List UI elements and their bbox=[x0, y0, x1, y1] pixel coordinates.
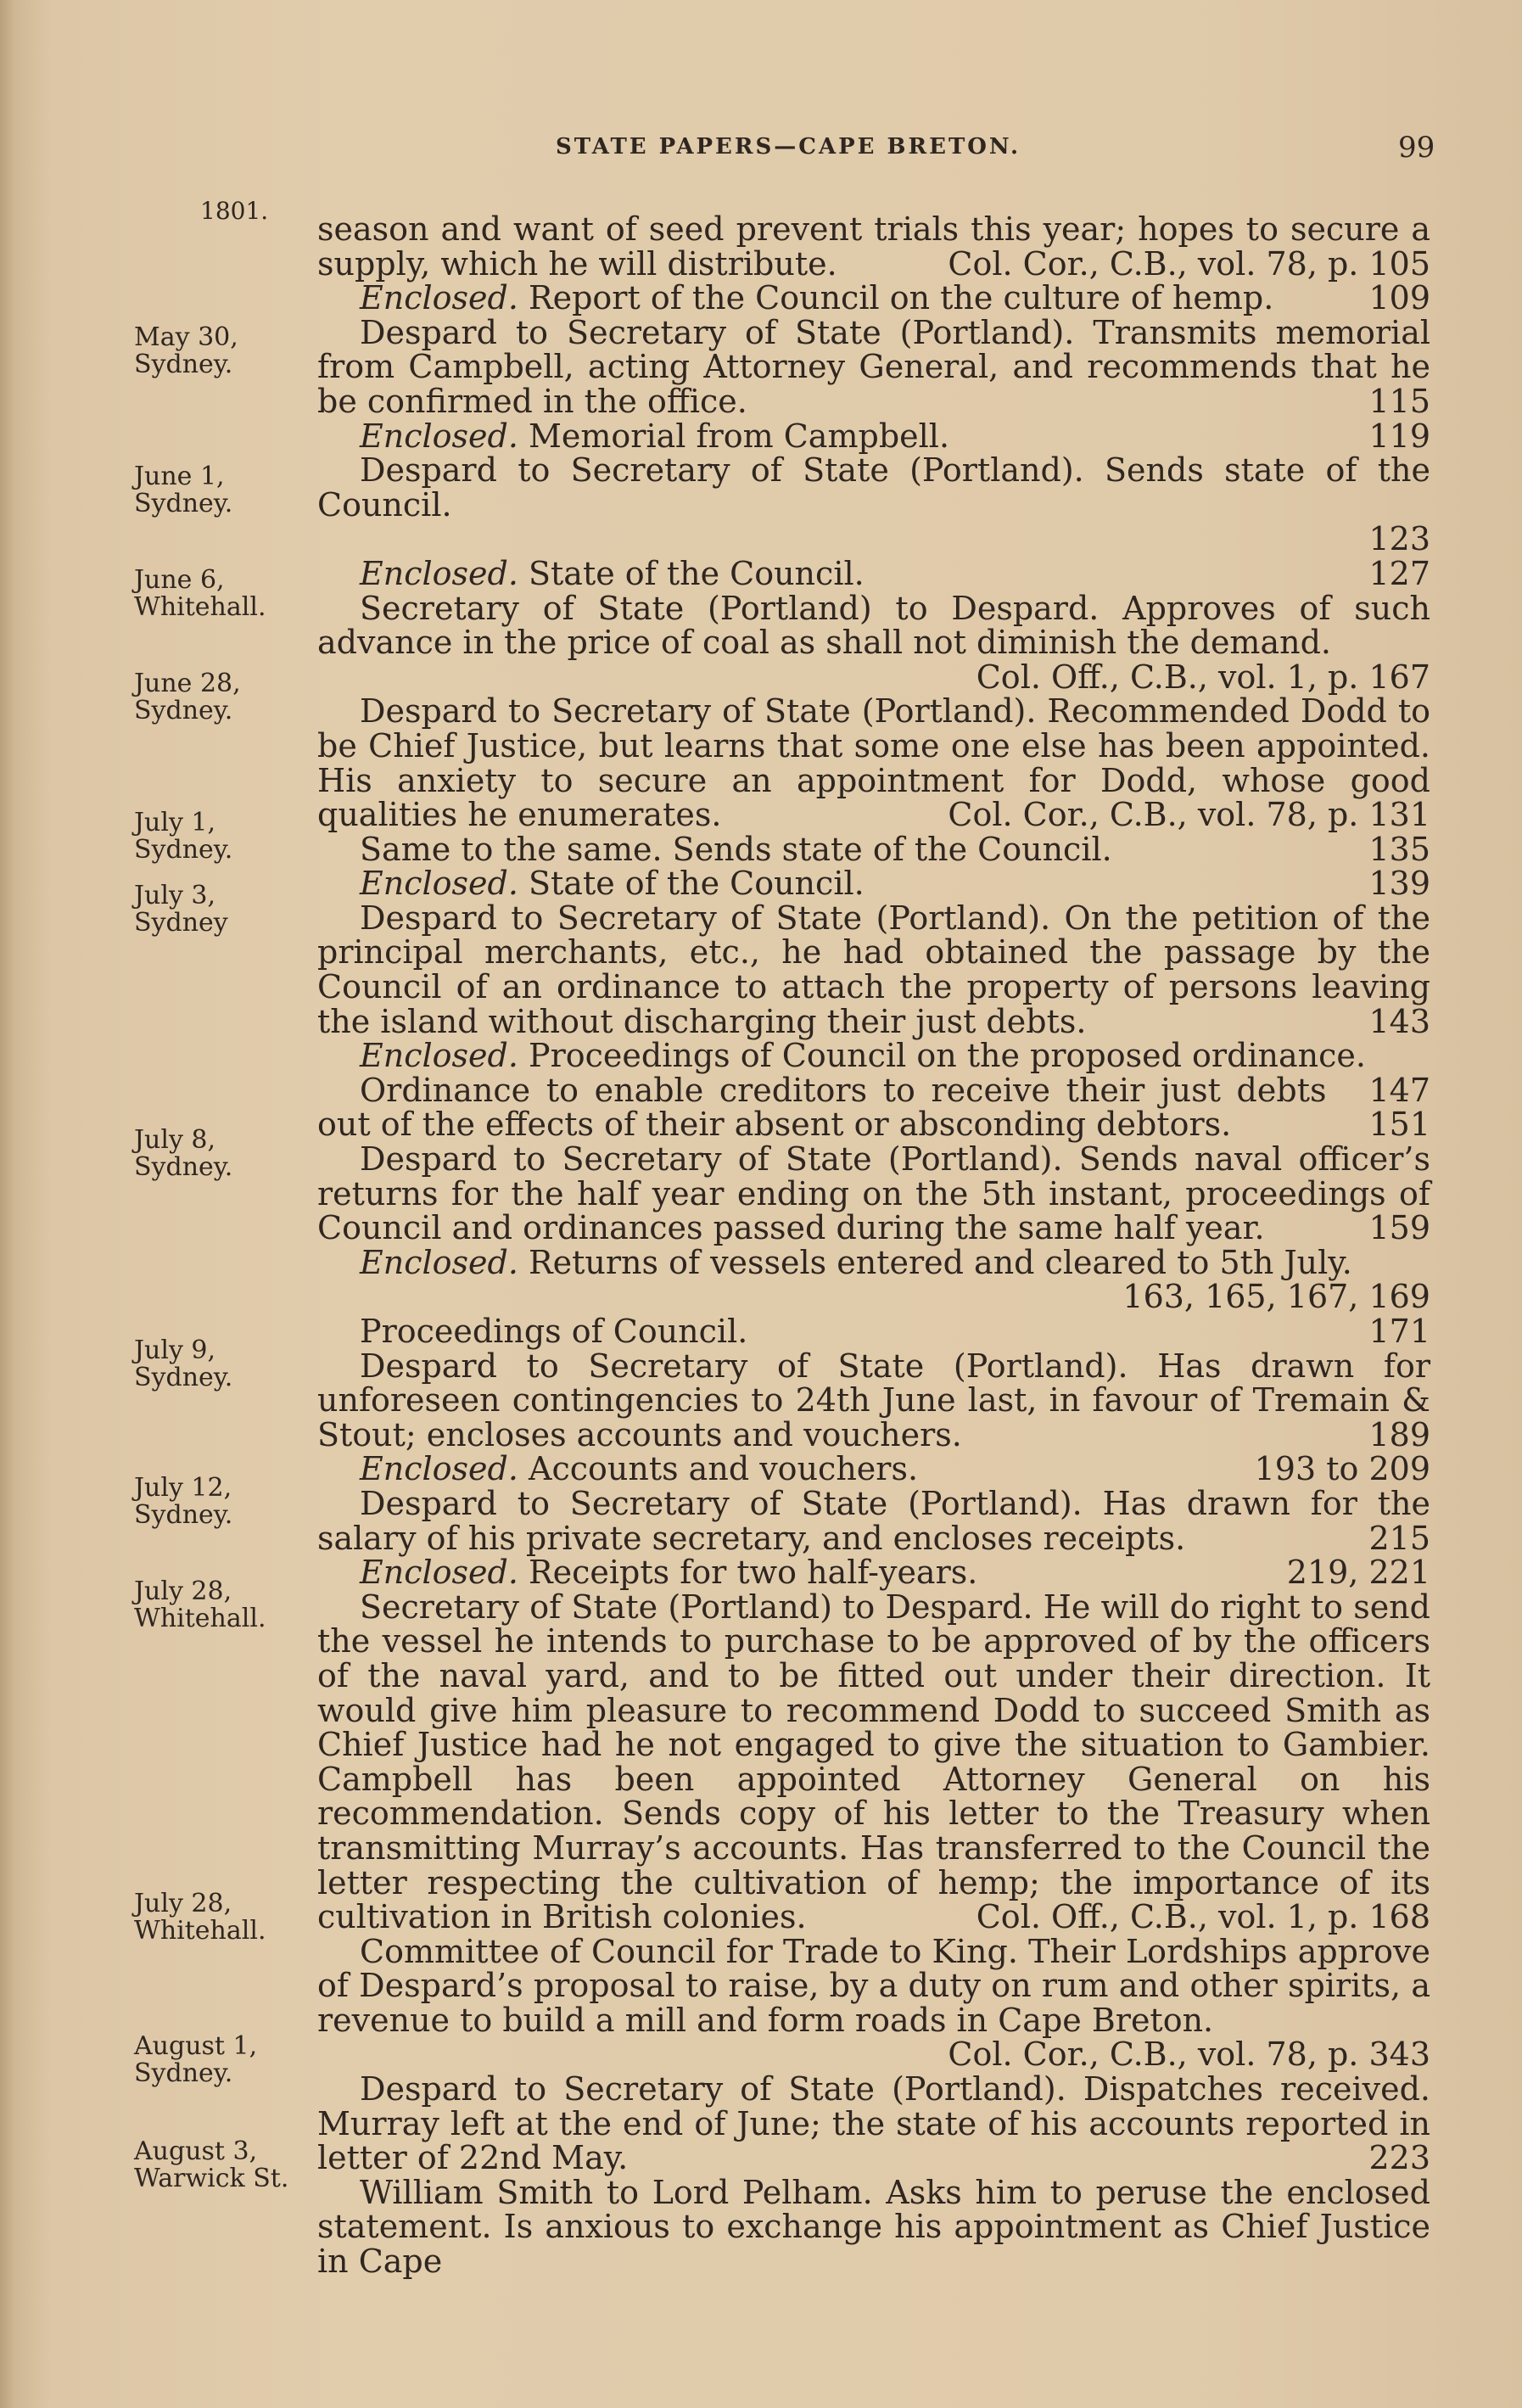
enclosure-line: Enclosed. Receipts for two half-years. 219, 221 bbox=[360, 1554, 1430, 1592]
enclosure-line: Enclosed. Memorial from Campbell. 119 bbox=[360, 417, 1430, 455]
entry-paragraph: William Smith to Lord Pelham. Asks him to peruse the enclosed statement. Is anxious to exchange his appointment as Chief Justice in Cape bbox=[317, 2173, 1430, 2281]
enclosure-line: Enclosed. State of the Council. 127 bbox=[360, 554, 1430, 592]
margin-date-note: July 28, Whitehall. bbox=[134, 1889, 266, 1946]
entry-paragraph: Despard to Secretary of State (Portland). Has drawn for the salary of his private secretary, and encloses receipts. 215 bbox=[317, 1484, 1430, 1557]
margin-date-note: July 3, Sydney bbox=[134, 881, 228, 938]
margin-date-note: July 8, Sydney. bbox=[134, 1125, 233, 1182]
margin-date-note: August 1, Sydney. bbox=[134, 2031, 258, 2088]
entry-paragraph: season and want of seed prevent trials this year; hopes to secure a supply, which he will distribute. Col. Cor., C.B., vol. 78, p. 105 bbox=[317, 210, 1430, 283]
margin-date-note: July 28, Whitehall. bbox=[134, 1576, 266, 1633]
calendar-entries bbox=[317, 212, 1430, 2279]
enclosure-line: Enclosed. Proceedings of Council on the proposed ordinance. 147 bbox=[360, 1037, 1430, 1109]
year-heading: 1801. bbox=[200, 197, 269, 225]
entry-paragraph: Despard to Secretary of State (Portland). Dispatches received. Murray left at the end of June; the state of his accounts reported in letter of 22nd May. 223 bbox=[317, 2070, 1430, 2177]
entry-paragraph: Proceedings of Council. 171 bbox=[360, 1313, 1430, 1350]
entry-paragraph: Despard to Secretary of State (Portland). Sends naval officer’s returns for the half year ending on the 5th instant, proceedings of Council and ordinances passed during the same half year. 159 bbox=[317, 1140, 1430, 1247]
entry-paragraph: Secretary of State (Portland) to Despard. He will do right to send the vessel he intends to purchase to be approved of by the officers of the naval yard, and to be fitted out under their direction. It would give him pleasure to recommend Dodd to succeed Smith as Chief Justice had he not engaged to give the situation to Gambier. Campbell has been appointed Attorney General on his recommendation. Sends copy of his letter to the Treasury when transmitting Murray’s accounts. Has transferred to the Council the letter respecting the cultivation of hemp; the importance of its cultivation in British colonies. Col. Off., C.B., vol. 1, p. 168 bbox=[317, 1588, 1430, 1936]
entry-paragraph: Same to the same. Sends state of the Council. 135 bbox=[360, 830, 1430, 868]
page-number: 99 bbox=[1398, 131, 1435, 165]
enclosure-line: Enclosed. State of the Council. 139 bbox=[360, 865, 1430, 903]
margin-date-note: May 30, Sydney. bbox=[134, 322, 238, 379]
margin-date-note: July 9, Sydney. bbox=[134, 1336, 233, 1392]
reference: Col. Cor., C.B., vol. 78, p. 343 bbox=[948, 2036, 1430, 2074]
entry-paragraph: Despard to Secretary of State (Portland). Has drawn for unforeseen contingencies to 24th June last, in favour of Tremain & Stout; encloses accounts and vouchers. 189 bbox=[317, 1347, 1430, 1453]
enclosure-line: Enclosed. Returns of vessels entered and cleared to 5th July. bbox=[360, 1243, 1352, 1281]
entry-paragraph: Despard to Secretary of State (Portland). Sends state of the Council. bbox=[317, 451, 1430, 524]
margin-date-note: July 12, Sydney. bbox=[134, 1473, 233, 1530]
running-title: STATE PAPERS—CAPE BRETON. bbox=[556, 134, 1021, 160]
margin-date-note: July 1, Sydney. bbox=[134, 808, 233, 865]
entry-paragraph: Secretary of State (Portland) to Despard. Approves of such advance in the price of coal as shall not diminish the demand. bbox=[317, 589, 1430, 662]
entry-paragraph: Despard to Secretary of State (Portland). Recommended Dodd to be Chief Justice, but learns that some one else has been appointed. His anxiety to secure an appointment for Dodd, whose good qualities he enumerates. Col. Cor., C.B., vol. 78, p. 131 bbox=[317, 692, 1430, 834]
enclosure-line: Enclosed. Report of the Council on the culture of hemp. 109 bbox=[360, 279, 1430, 317]
reference: 163, 165, 167, 169 bbox=[1122, 1278, 1430, 1316]
margin-date-note: June 1, Sydney. bbox=[134, 462, 233, 518]
margin-date-note: August 3, Warwick St. bbox=[134, 2136, 289, 2193]
entry-paragraph: Despard to Secretary of State (Portland). Transmits memorial from Campbell, acting Attorney General, and recommends that he be confirmed in the office. 115 bbox=[317, 313, 1430, 420]
entry-paragraph: Committee of Council for Trade to King. Their Lordships approve of Despard’s proposal to raise, by a duty on rum and other spirits, a revenue to build a mill and form roads in Cape Breton. bbox=[317, 1932, 1430, 2039]
page-header bbox=[0, 131, 1522, 168]
entry-paragraph: Despard to Secretary of State (Portland). On the petition of the principal merchants, etc., he had obtained the passage by the Council of an ordinance to attach the property of persons leaving the island without discharging their just debts. 143 bbox=[317, 899, 1430, 1040]
entry-paragraph: Ordinance to enable creditors to receive their just debts out of the effects of their absent or absconding debtors. 151 bbox=[317, 1071, 1430, 1144]
reference: Col. Off., C.B., vol. 1, p. 167 bbox=[976, 658, 1430, 696]
margin-date-note: June 6, Whitehall. bbox=[134, 565, 266, 622]
reference: 123 bbox=[1368, 520, 1430, 558]
enclosure-line: Enclosed. Accounts and vouchers. 193 to 209 bbox=[360, 1450, 1430, 1488]
margin-date-note: June 28, Sydney. bbox=[134, 669, 241, 725]
